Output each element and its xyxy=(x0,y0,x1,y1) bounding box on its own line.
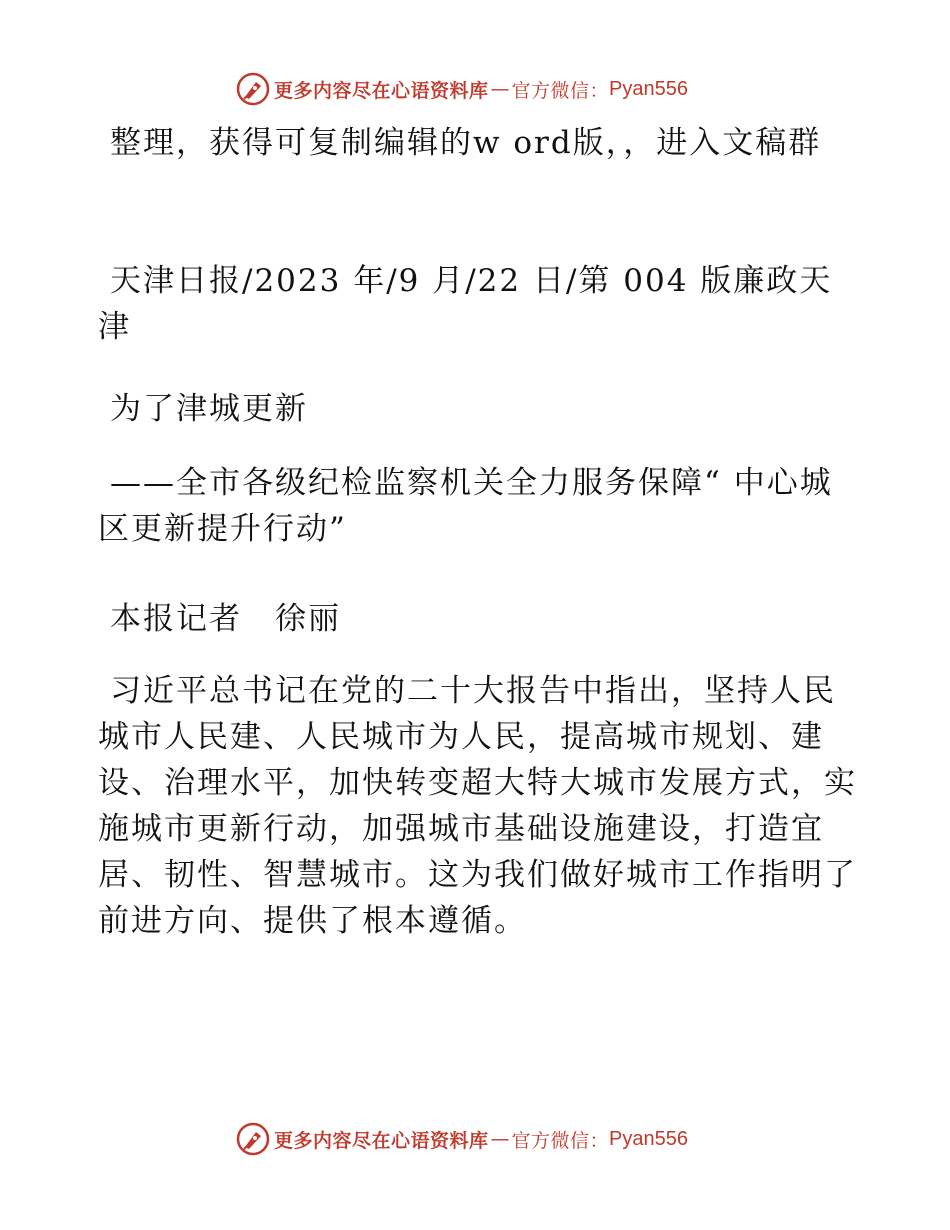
banner-separator: — xyxy=(490,1128,510,1150)
banner-text: 更多内容尽在心语资料库 xyxy=(274,1129,489,1152)
intro-paragraph: 整理，获得可复制编辑的w ord版，，进入文稿群 xyxy=(110,125,822,161)
banner-wechat-id: Pyan556 xyxy=(609,77,688,100)
article-title: 为了津城更新 xyxy=(110,391,308,427)
source-line: 天津日报/2023 年/9 月/22 日/第 004 版廉政天津 xyxy=(98,263,833,345)
banner-wechat-id: Pyan556 xyxy=(609,1127,688,1150)
body-paragraph: 习近平总书记在党的二十大报告中指出，坚持人民城市人民建、人民城市为人民，提高城市规划、建设、治理水平，加快转变超大特大城市发展方式，实施城市更新行动，加强城市基础设施建设，打造宜居、韧性、智慧城市。这为我们做好城市工作指明了前进方向、提供了根本遵循。 xyxy=(98,673,857,939)
header-banner xyxy=(236,72,688,106)
article-subtitle: ——全市各级纪检监察机关全力服务保障“ 中心城区更新提升行动” xyxy=(98,465,833,547)
banner-separator: — xyxy=(490,78,510,100)
byline: 本报记者 徐丽 xyxy=(110,601,341,637)
footer-banner xyxy=(236,1122,688,1156)
banner-wechat-label: 官方微信： xyxy=(511,79,610,102)
banner-wechat-label: 官方微信： xyxy=(511,1129,610,1152)
pen-nib-logo-icon xyxy=(236,72,270,106)
pen-nib-logo-icon xyxy=(236,1122,270,1156)
banner-text: 更多内容尽在心语资料库 xyxy=(274,79,489,102)
